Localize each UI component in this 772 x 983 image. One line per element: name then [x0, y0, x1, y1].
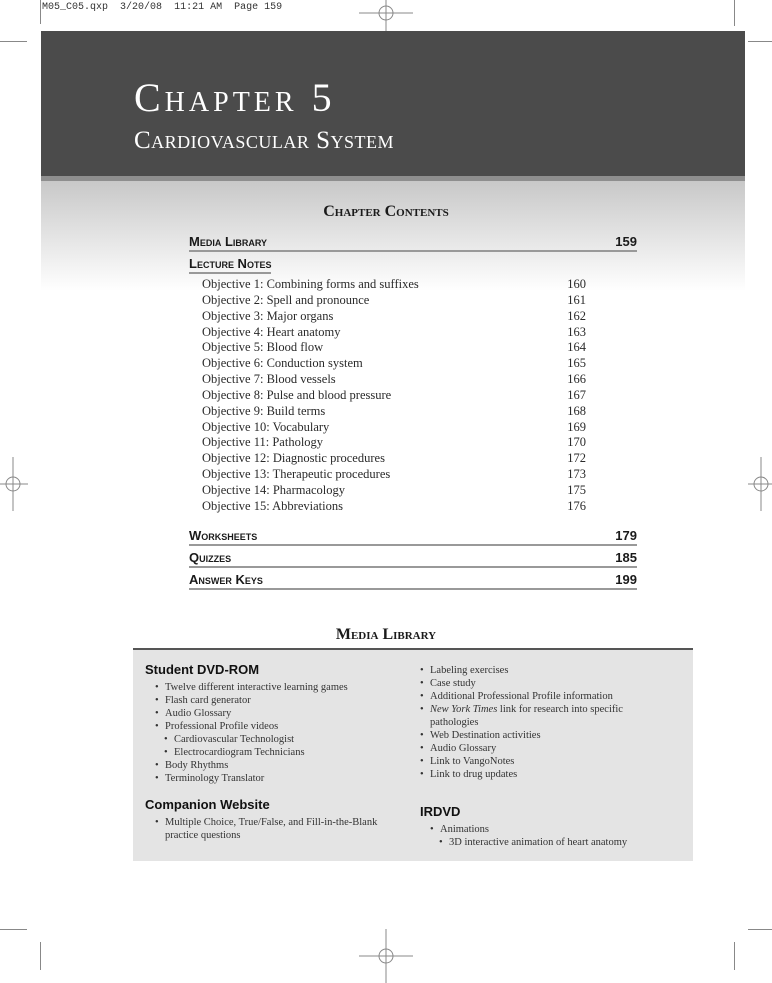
objective-label: Objective 12: Diagnostic procedures: [202, 451, 385, 466]
media-library-box: [133, 648, 693, 861]
toc-page: 185: [615, 550, 637, 565]
objective-label: Objective 11: Pathology: [202, 435, 324, 450]
media-right-list: [420, 664, 690, 781]
crop-mark: [40, 0, 41, 24]
objective-label: Objective 9: Build terms: [202, 403, 326, 418]
toc-label: Media Library: [189, 234, 268, 249]
toc-page: 159: [615, 234, 637, 249]
objective-page: 172: [567, 451, 586, 466]
crop-mark: [0, 41, 27, 42]
list-item: • Link to drug updates: [420, 768, 690, 781]
list-item: • Audio Glossary: [155, 707, 415, 720]
list-item: [420, 703, 690, 716]
objective-page: 163: [567, 324, 586, 339]
toc-label: Answer Keys: [189, 572, 263, 587]
slug-time: 11:21 AM: [174, 2, 223, 13]
objective-row[interactable]: [202, 356, 586, 372]
toc-worksheets[interactable]: [189, 528, 637, 546]
slug-line: [42, 2, 282, 13]
crop-mark: [0, 929, 27, 930]
irdvd-list: [430, 823, 690, 849]
list-item: • Twelve different interactive learning games: [155, 681, 415, 694]
objective-label: Objective 10: Vocabulary: [202, 419, 330, 434]
objective-page: 164: [567, 340, 586, 355]
nyt-italic: New York Times: [430, 704, 498, 715]
irdvd-title: IRDVD: [420, 804, 461, 819]
student-dvd-title: Student DVD-ROM: [145, 662, 260, 677]
objective-page: 176: [567, 498, 586, 513]
objective-row[interactable]: [202, 293, 586, 309]
student-dvd-list: [155, 681, 415, 785]
crop-mark: [40, 942, 41, 970]
objective-page: 170: [567, 435, 586, 450]
list-item: • Electrocardiogram Technicians: [164, 746, 415, 759]
objective-row[interactable]: [202, 404, 586, 420]
toc-label: Quizzes: [189, 550, 232, 565]
objective-row[interactable]: [202, 467, 586, 483]
crop-mark: [748, 929, 772, 930]
list-item: • Additional Professional Profile information: [420, 690, 690, 703]
objective-label: Objective 8: Pulse and blood pressure: [202, 387, 392, 402]
objective-row[interactable]: [202, 388, 586, 404]
objective-row[interactable]: [202, 372, 586, 388]
list-item: • Labeling exercises: [420, 664, 690, 677]
objective-row[interactable]: [202, 435, 586, 451]
crop-mark: [734, 942, 735, 970]
registration-mark-icon: [734, 457, 772, 511]
objective-label: Objective 4: Heart anatomy: [202, 324, 341, 339]
objective-page: 173: [567, 467, 586, 482]
objective-row[interactable]: [202, 499, 586, 515]
objective-label: Objective 15: Abbreviations: [202, 498, 343, 513]
objective-row[interactable]: [202, 420, 586, 436]
objective-page: 167: [567, 387, 586, 402]
media-library-heading: Media Library: [335, 626, 437, 643]
list-item: • Multiple Choice, True/False, and Fill-in-the-Blank: [155, 816, 425, 829]
toc-page: 179: [615, 528, 637, 543]
crop-mark: [748, 41, 772, 42]
list-item-continuation: practice questions: [165, 830, 241, 841]
objective-label: Objective 3: Major organs: [202, 308, 334, 323]
objective-row[interactable]: [202, 325, 586, 341]
list-item: • Cardiovascular Technologist: [164, 733, 415, 746]
objective-page: 169: [567, 419, 586, 434]
toc-media-library[interactable]: [189, 234, 637, 252]
list-item: • Web Destination activities: [420, 729, 690, 742]
toc-answer-keys[interactable]: [189, 572, 637, 590]
objective-label: Objective 1: Combining forms and suffixes: [202, 277, 419, 291]
list-item: • Professional Profile videos: [155, 720, 415, 733]
objective-list: [202, 277, 586, 515]
companion-website-title: Companion Website: [145, 797, 270, 812]
toc-page: 199: [615, 572, 637, 587]
slug-file: M05_C05.qxp: [42, 2, 109, 13]
objective-page: 168: [567, 403, 586, 418]
companion-list: [155, 816, 425, 842]
objective-page: 165: [567, 356, 586, 371]
objective-page: 166: [567, 372, 586, 387]
list-item: • Terminology Translator: [155, 772, 415, 785]
objective-page: 175: [567, 482, 586, 497]
registration-mark-icon: [359, 929, 413, 983]
toc-quizzes[interactable]: [189, 550, 637, 568]
registration-mark-icon: [0, 457, 40, 511]
objective-row[interactable]: [202, 277, 586, 293]
nyt-rest: link for research into specific: [497, 704, 623, 715]
objective-label: Objective 14: Pharmacology: [202, 482, 346, 497]
objective-page: 161: [567, 292, 586, 307]
list-item: • Link to VangoNotes: [420, 755, 690, 768]
list-item: • 3D interactive animation of heart anatomy: [439, 836, 690, 849]
objective-label: Objective 13: Therapeutic procedures: [202, 467, 391, 482]
toc-lecture-notes[interactable]: Lecture Notes: [189, 256, 271, 274]
list-item-continuation: pathologies: [430, 717, 479, 728]
objective-row[interactable]: [202, 451, 586, 467]
chapter-subtitle: Cardiovascular System: [134, 127, 395, 154]
list-item: • Animations: [430, 823, 690, 836]
list-item: • Audio Glossary: [420, 742, 690, 755]
slug-date: 3/20/08: [120, 2, 163, 13]
crop-mark: [734, 0, 735, 26]
slug-page: Page 159: [234, 2, 283, 13]
toc-label: Worksheets: [189, 528, 258, 543]
objective-page: 160: [567, 277, 586, 291]
objective-row[interactable]: [202, 483, 586, 499]
objective-row[interactable]: [202, 309, 586, 325]
list-item: • Case study: [420, 677, 690, 690]
chapter-contents-heading: Chapter Contents: [323, 203, 449, 220]
objective-label: Objective 6: Conduction system: [202, 356, 363, 371]
list-item: • Body Rhythms: [155, 759, 415, 772]
list-item: • Flash card generator: [155, 694, 415, 707]
objective-label: Objective 2: Spell and pronounce: [202, 292, 370, 307]
objective-label: Objective 5: Blood flow: [202, 340, 324, 355]
objective-page: 162: [567, 308, 586, 323]
objective-row[interactable]: [202, 340, 586, 356]
objective-label: Objective 7: Blood vessels: [202, 372, 336, 387]
chapter-title: Chapter 5: [134, 75, 336, 120]
